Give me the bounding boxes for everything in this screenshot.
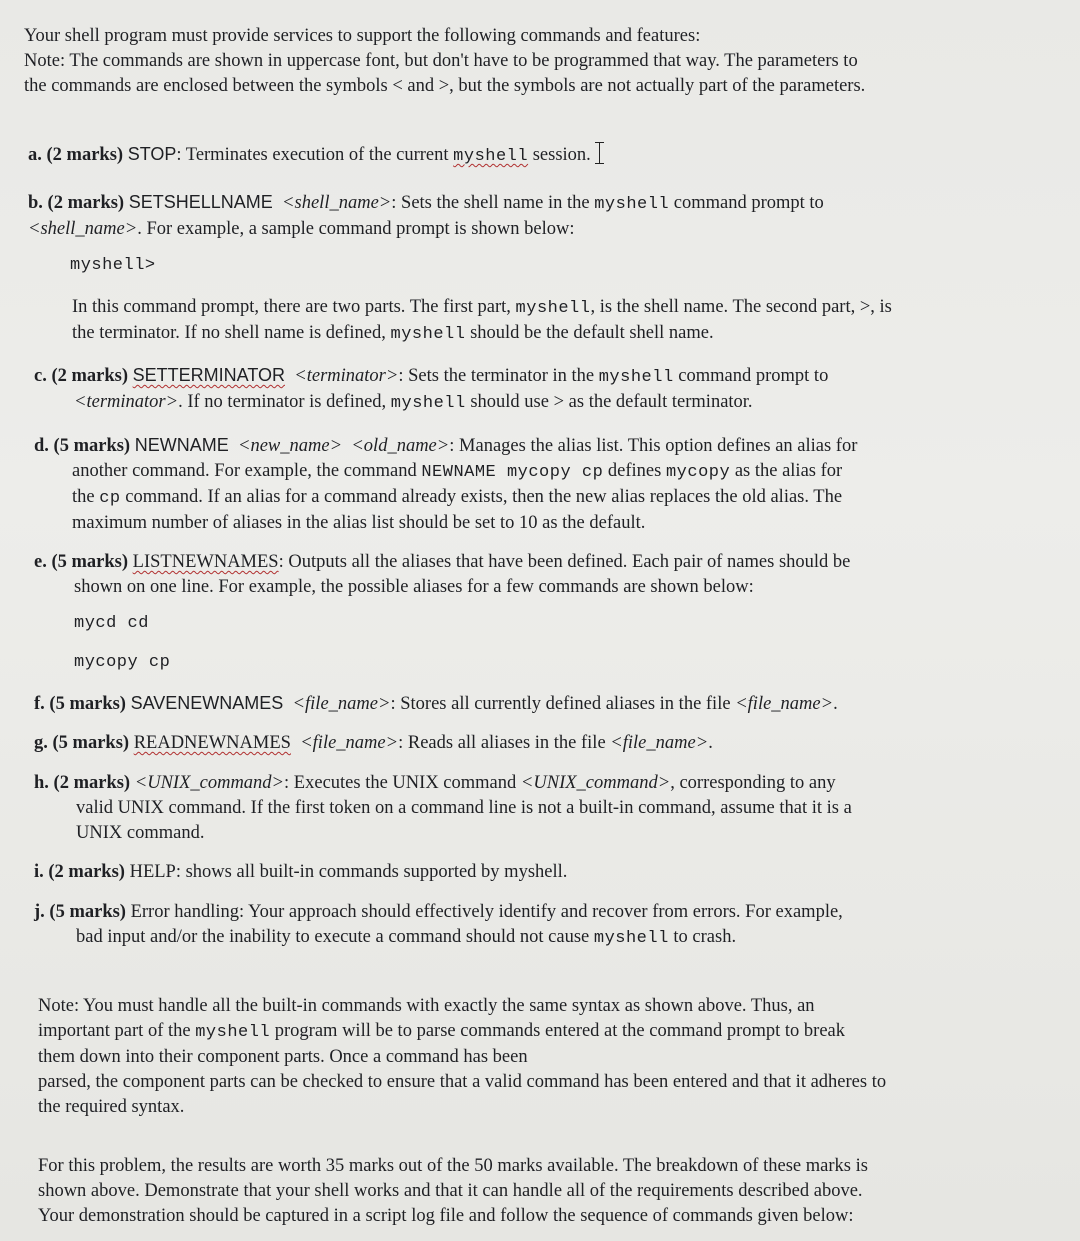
item-d-line-2b: defines [603,461,666,481]
parsing-note-code: myshell [195,1023,271,1042]
item-b-code: myshell [594,195,670,214]
item-a-code: myshell [453,147,529,166]
item-d-line-4: maximum number of aliases in the alias list should be set to 10 as the default. [72,513,646,533]
item-h [34,771,852,846]
item-i-text: HELP: shows all built-in commands supported by myshell. [124,862,568,882]
item-e-sample-1: mycd cd [74,614,149,633]
item-d-line-2-code-2: mycopy [665,463,731,482]
intro-line-3: the commands are enclosed between the symbols < and >, but the symbols are not actually part of the parameters. [24,76,866,96]
intro-line-2: Note: The commands are shown in uppercase font, but don't have to be programmed that way. The parameters to [24,51,858,71]
parsing-note [38,994,886,1120]
item-b-param-2: <shell_name> [28,219,138,239]
item-d-label: d. (5 marks) [34,436,131,456]
item-e-text-1: : Outputs all the aliases that have been defined. Each pair of names should be [278,552,851,572]
parsing-note-line-1: Note: You must handle all the built-in commands with exactly the same syntax as shown above. Thus, an [38,996,815,1016]
item-d-line-2a: another command. For example, the command [72,461,422,481]
item-b-text-3: . For example, a sample command prompt is shown below: [137,219,575,239]
parsing-note-line-2b: program will be to parse commands entered at the command prompt to break [270,1021,846,1041]
item-d [34,433,857,536]
item-c-code: myshell [598,368,674,387]
item-h-param-2: <UNIX_command> [520,773,671,793]
text-cursor-icon [599,142,610,164]
item-b-param: <shell_name> [282,193,392,213]
item-a-text-2: session. [528,145,591,165]
final-line-2: shown above. Demonstrate that your shell works and that it can handle all of the requirements described above. [38,1181,863,1201]
item-d-command: NEWNAME [134,435,229,455]
item-d-line-2c: as the alias for [730,461,843,481]
item-h-text-2: , corresponding to any [670,773,836,793]
item-c [34,363,828,416]
item-b-p1-b: , is the shell name. The second part, >, is [590,297,892,317]
intro-paragraph [24,24,865,99]
item-g-text-1: : Reads all aliases in the file [398,733,611,753]
item-b-command: SETSHELLNAME [128,192,273,212]
item-b-explanation [72,295,892,347]
item-f-text-1: : Stores all currently defined aliases in the file [390,694,736,714]
final-line-1: For this problem, the results are worth 35 marks out of the 50 marks available. The breakdown of these marks is [38,1156,868,1176]
item-f [34,691,838,717]
item-g-param: <file_name> [300,733,399,753]
item-f-text-2: . [833,694,838,714]
item-f-label: f. (5 marks) [34,694,126,714]
item-d-param-1: <new_name> [237,436,343,456]
item-e [34,550,850,600]
parsing-note-line-5: the required syntax. [38,1097,185,1117]
item-j-line-2-code: myshell [593,929,669,948]
item-j-text: Error handling: Your approach should effectively identify and recover from errors. For example, [125,902,843,922]
item-d-line-2-code: NEWNAME mycopy cp [421,463,604,482]
item-j-label: j. (5 marks) [34,902,126,922]
item-e-command: LISTNEWNAMES [132,552,279,572]
final-paragraph [38,1154,868,1229]
item-b-p1: In this command prompt, there are two parts. The first part, [72,297,516,317]
item-c-text-1: : Sets the terminator in the [398,366,599,386]
item-d-line-3a: the [72,487,100,507]
item-a [28,142,610,169]
item-c-label: c. (2 marks) [34,366,129,386]
item-e-sample-2: mycopy cp [74,653,171,672]
item-d-line-3-code: cp [99,489,121,508]
item-h-line-2: valid UNIX command. If the first token on a command line is not a built-in command, assume that it is a [76,798,852,818]
item-c-text-4: should use > as the default terminator. [465,392,753,412]
item-b-p2: the terminator. If no shell name is defined, [72,323,391,343]
item-b-label: b. (2 marks) [28,193,125,213]
item-a-command: STOP [127,144,177,164]
item-g-text-2: . [708,733,713,753]
item-f-command: SAVENEWNAMES [130,693,284,713]
item-g-label: g. (5 marks) [34,733,130,753]
item-j [34,900,843,951]
item-g-param-2: <file_name> [610,733,709,753]
item-b-p1-code: myshell [515,299,591,318]
final-line-3: Your demonstration should be captured in a script log file and follow the sequence of commands given below: [38,1206,854,1226]
item-c-text-3: . If no terminator is defined, [178,392,391,412]
item-h-label: h. (2 marks) [34,773,131,793]
item-h-param: <UNIX_command> [134,773,285,793]
item-b-p2-b: should be the default shell name. [465,323,714,343]
parsing-note-line-3: them down into their component parts. Once a command has been [38,1047,528,1067]
item-h-line-3: UNIX command. [76,823,205,843]
item-i-label: i. (2 marks) [34,862,125,882]
item-e-label: e. (5 marks) [34,552,129,572]
item-d-text-1: : Manages the alias list. This option defines an alias for [449,436,858,456]
item-g-command: READNEWNAMES [133,733,291,753]
item-c-command: SETTERMINATOR [132,365,285,385]
parsing-note-line-4: parsed, the component parts can be checked to ensure that a valid command has been entered and that it adheres to [38,1072,887,1092]
item-b-p2-code: myshell [390,325,466,344]
item-e-text-2: shown on one line. For example, the possible aliases for a few commands are shown below: [74,577,754,597]
item-a-label: a. (2 marks) [28,145,124,165]
item-a-text-1: : Terminates execution of the current [176,145,454,165]
item-b-sample-prompt: myshell> [70,256,156,275]
item-d-line-3b: command. If an alias for a command already exists, then the new alias replaces the old alias. The [120,487,843,507]
item-d-param-2: <old_name> [351,436,450,456]
item-i [34,860,567,885]
item-c-code-2: myshell [390,394,466,413]
item-b [28,190,824,242]
intro-line-1: Your shell program must provide services to support the following commands and features: [24,26,701,46]
item-j-line-2b: to crash. [668,927,737,947]
parsing-note-line-2a: important part of the [38,1021,196,1041]
item-c-param-2: <terminator> [74,392,179,412]
item-f-param: <file_name> [292,694,391,714]
item-c-text-2: command prompt to [673,366,829,386]
item-j-line-2a: bad input and/or the inability to execute a command should not cause [76,927,594,947]
item-b-text-2: command prompt to [669,193,824,213]
item-b-text-1: : Sets the shell name in the [391,193,595,213]
item-g [34,731,713,756]
item-c-param: <terminator> [294,366,399,386]
item-f-param-2: <file_name> [735,694,834,714]
item-h-text-1: : Executes the UNIX command [284,773,521,793]
